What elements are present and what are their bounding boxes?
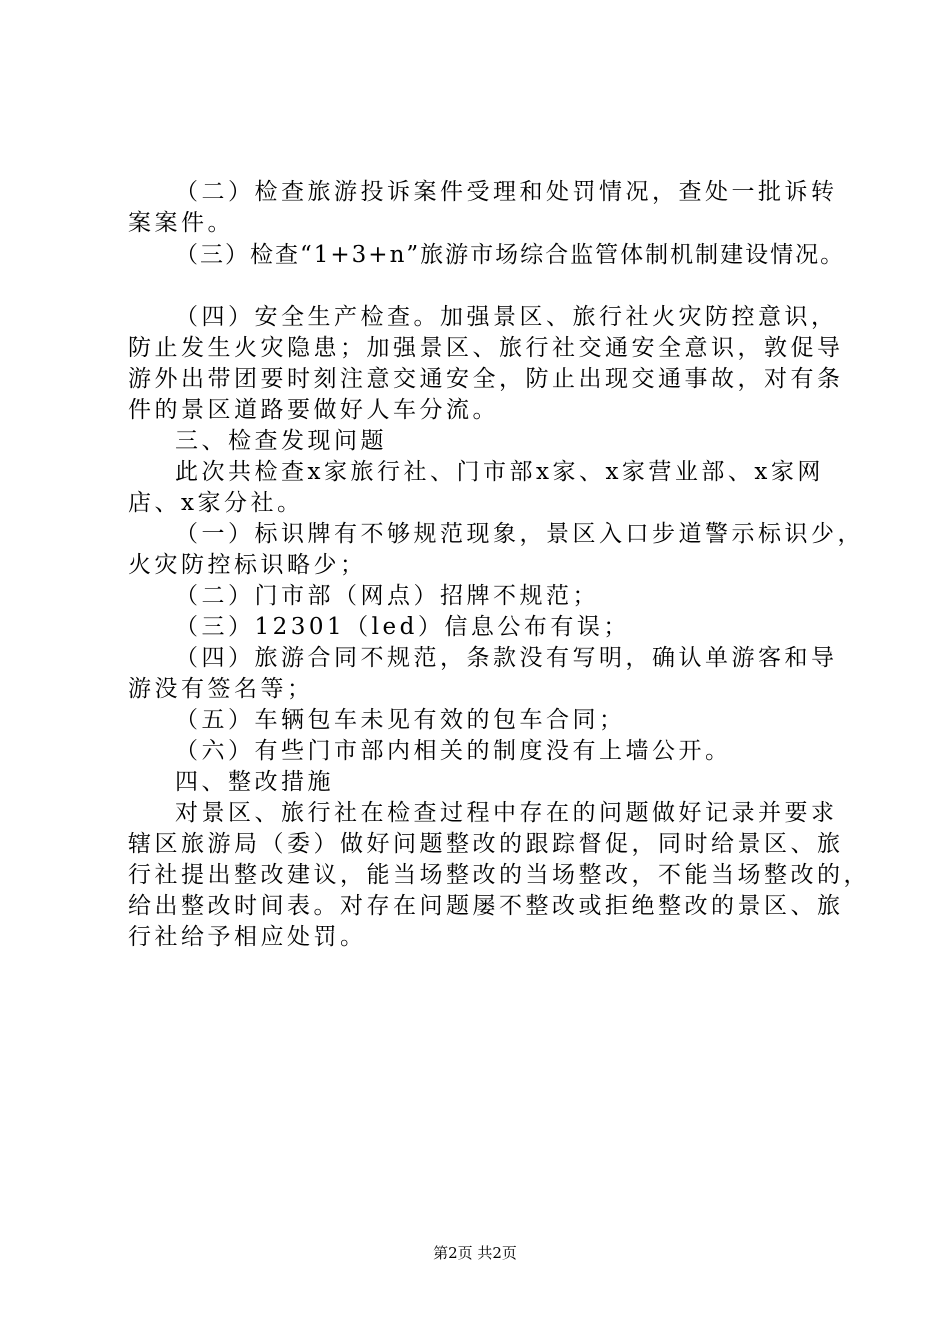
page-footer: 第2页 共2页 bbox=[433, 1244, 517, 1262]
list-item: （五）车辆包车未见有效的包车合同； bbox=[175, 707, 626, 733]
paragraph-line: （四）安全生产检查。加强景区、旅行社火灾防控意识， bbox=[175, 304, 838, 330]
paragraph-line: 此次共检查x家旅行社、门市部x家、x家营业部、x家网 bbox=[175, 459, 824, 485]
paragraph-line: 防止发生火灾隐患；加强景区、旅行社交通安全意识，敦促导 bbox=[128, 335, 844, 361]
paragraph-line: 件的景区道路要做好人车分流。 bbox=[128, 397, 499, 423]
section-heading: 三、检查发现问题 bbox=[175, 428, 387, 454]
paragraph-line: 对景区、旅行社在检查过程中存在的问题做好记录并要求 bbox=[175, 800, 838, 826]
paragraph-line: （三）检查“1+3+n”旅游市场综合监管体制机制建设情况。 bbox=[175, 242, 846, 268]
list-item: （六）有些门市部内相关的制度没有上墙公开。 bbox=[175, 738, 732, 764]
list-item: 游没有签名等； bbox=[128, 676, 314, 702]
list-item: （四）旅游合同不规范，条款没有写明，确认单游客和导 bbox=[175, 645, 838, 671]
list-item: （三）12301（led）信息公布有误； bbox=[175, 614, 630, 640]
paragraph-line: 给出整改时间表。对存在问题屡不整改或拒绝整改的景区、旅 bbox=[128, 893, 844, 919]
paragraph-line: 游外出带团要时刻注意交通安全，防止出现交通事故，对有条 bbox=[128, 366, 844, 392]
list-item: （二）门市部（网点）招牌不规范； bbox=[175, 583, 599, 609]
section-heading: 四、整改措施 bbox=[175, 769, 334, 795]
list-item: 火灾防控标识略少； bbox=[128, 552, 367, 578]
paragraph-line: 行社提出整改建议，能当场整改的当场整改，不能当场整改的， bbox=[128, 862, 870, 888]
paragraph-line: （二）检查旅游投诉案件受理和处罚情况，查处一批诉转 bbox=[175, 179, 838, 205]
paragraph-line: 案案件。 bbox=[128, 210, 234, 236]
paragraph-line: 辖区旅游局（委）做好问题整改的跟踪督促，同时给景区、旅 bbox=[128, 831, 844, 857]
paragraph-line: 店、x家分社。 bbox=[128, 490, 304, 516]
list-item: （一）标识牌有不够规范现象，景区入口步道警示标识少， bbox=[175, 521, 864, 547]
paragraph-line: 行社给予相应处罚。 bbox=[128, 924, 367, 950]
